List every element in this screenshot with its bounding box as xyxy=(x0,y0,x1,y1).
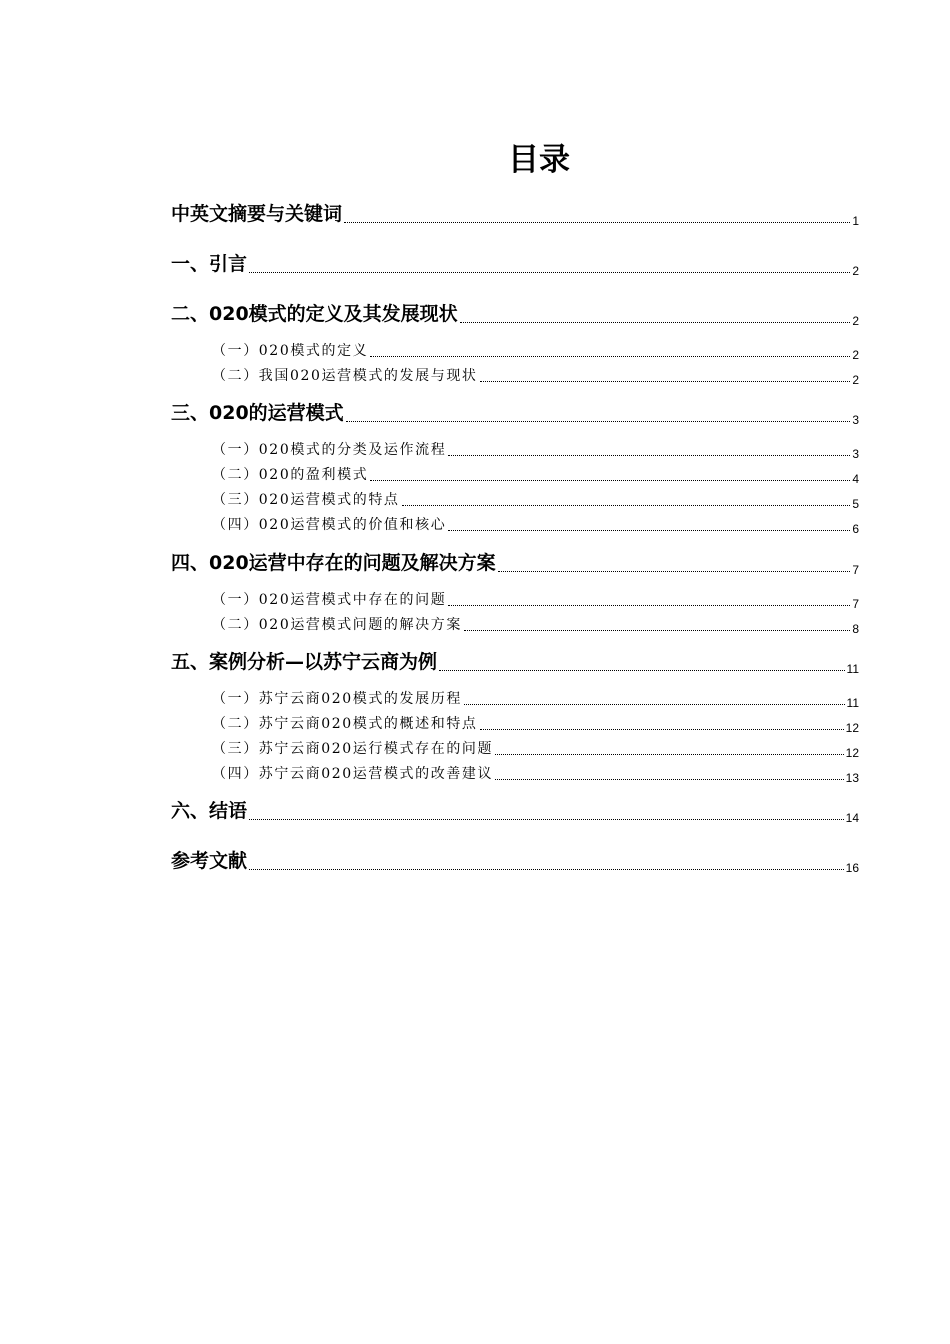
toc-entry-label: （二）020运营模式问题的解决方案 xyxy=(212,617,462,633)
toc-entry-page: 11 xyxy=(846,696,859,710)
toc-entry-page: 4 xyxy=(852,472,859,486)
toc-entry-2-2[interactable] xyxy=(212,365,859,387)
toc-entry-3-3[interactable] xyxy=(212,489,859,511)
toc-entry-2-1[interactable] xyxy=(212,340,859,362)
dot-leader xyxy=(402,505,851,506)
toc-entry-page: 13 xyxy=(845,771,859,785)
toc-entry-introduction[interactable] xyxy=(171,250,859,278)
toc-entry-page: 16 xyxy=(845,861,859,875)
toc-entry-page: 2 xyxy=(852,348,859,362)
toc-entry-page: 3 xyxy=(852,413,859,427)
dot-leader xyxy=(448,530,850,531)
dot-leader xyxy=(495,754,844,755)
toc-entry-label: （二）苏宁云商020模式的概述和特点 xyxy=(212,716,478,732)
toc-entry-5-3[interactable] xyxy=(212,738,859,760)
toc-entry-page: 7 xyxy=(852,597,859,611)
toc-entry-label: （四）020运营模式的价值和核心 xyxy=(212,517,447,533)
dot-leader xyxy=(249,869,844,870)
toc-entry-chapter-2[interactable] xyxy=(171,300,859,328)
toc-entry-label: （一）020运营模式中存在的问题 xyxy=(212,592,447,608)
dot-leader xyxy=(249,819,844,820)
toc-entry-conclusion[interactable] xyxy=(171,797,859,825)
toc-entry-label: （一）苏宁云商020模式的发展历程 xyxy=(212,691,462,707)
toc-entry-label: 二、020模式的定义及其发展现状 xyxy=(171,303,458,325)
toc-entry-3-2[interactable] xyxy=(212,464,859,486)
toc-entry-references[interactable] xyxy=(171,847,859,875)
toc-entry-label: 六、结语 xyxy=(171,800,248,822)
toc-entry-page: 6 xyxy=(852,522,859,536)
dot-leader xyxy=(344,222,850,223)
toc-entry-page: 3 xyxy=(852,447,859,461)
toc-entry-label: （三）苏宁云商020运行模式存在的问题 xyxy=(212,741,494,757)
toc-entry-page: 11 xyxy=(846,662,859,676)
dot-leader xyxy=(464,704,845,705)
toc-entry-label: （二）020的盈利模式 xyxy=(212,467,369,483)
dot-leader xyxy=(480,381,851,382)
toc-entry-3-4[interactable] xyxy=(212,514,859,536)
dot-leader xyxy=(498,571,851,572)
dot-leader xyxy=(249,272,850,273)
dot-leader xyxy=(439,670,845,671)
toc-entry-page: 2 xyxy=(852,373,859,387)
dot-leader xyxy=(495,779,844,780)
toc-entry-label: 三、020的运营模式 xyxy=(171,402,344,424)
toc-entry-3-1[interactable] xyxy=(212,439,859,461)
toc-entry-page: 2 xyxy=(852,264,859,278)
toc-entry-chapter-5[interactable] xyxy=(171,648,859,676)
toc-entry-label: 参考文献 xyxy=(171,850,248,872)
toc-entry-label: （一）020模式的分类及运作流程 xyxy=(212,442,447,458)
toc-entry-label: （三）020运营模式的特点 xyxy=(212,492,400,508)
toc-entry-page: 5 xyxy=(852,497,859,511)
toc-entry-label: （二）我国020运营模式的发展与现状 xyxy=(212,368,478,384)
toc-entry-chapter-4[interactable] xyxy=(171,549,859,577)
dot-leader xyxy=(480,729,844,730)
toc-entry-5-1[interactable] xyxy=(212,688,859,710)
toc-entry-label: 四、020运营中存在的问题及解决方案 xyxy=(171,552,496,574)
toc-entry-5-4[interactable] xyxy=(212,763,859,785)
toc-entry-page: 12 xyxy=(845,721,859,735)
toc-entry-page: 7 xyxy=(852,563,859,577)
toc-entry-5-2[interactable] xyxy=(212,713,859,735)
dot-leader xyxy=(370,356,850,357)
toc-entry-page: 2 xyxy=(852,314,859,328)
toc-entry-label: 五、案例分析—以苏宁云商为例 xyxy=(171,651,438,673)
toc-entry-abstract[interactable] xyxy=(171,200,859,228)
dot-leader xyxy=(370,480,850,481)
toc-title: 目录 xyxy=(508,142,570,178)
toc-entry-label: （四）苏宁云商020运营模式的改善建议 xyxy=(212,766,494,782)
toc-entry-4-1[interactable] xyxy=(212,589,859,611)
dot-leader xyxy=(346,421,851,422)
toc-entry-label: 中英文摘要与关键词 xyxy=(171,203,343,225)
dot-leader xyxy=(448,605,850,606)
toc-entry-label: 一、引言 xyxy=(171,253,248,275)
toc-entry-page: 12 xyxy=(845,746,859,760)
toc-entry-page: 1 xyxy=(852,214,859,228)
toc-entry-chapter-3[interactable] xyxy=(171,399,859,427)
toc-entry-page: 14 xyxy=(845,811,859,825)
toc-entry-4-2[interactable] xyxy=(212,614,859,636)
toc-entry-page: 8 xyxy=(852,622,859,636)
dot-leader xyxy=(448,455,850,456)
dot-leader xyxy=(460,322,851,323)
dot-leader xyxy=(464,630,850,631)
toc-entry-label: （一）020模式的定义 xyxy=(212,343,369,359)
